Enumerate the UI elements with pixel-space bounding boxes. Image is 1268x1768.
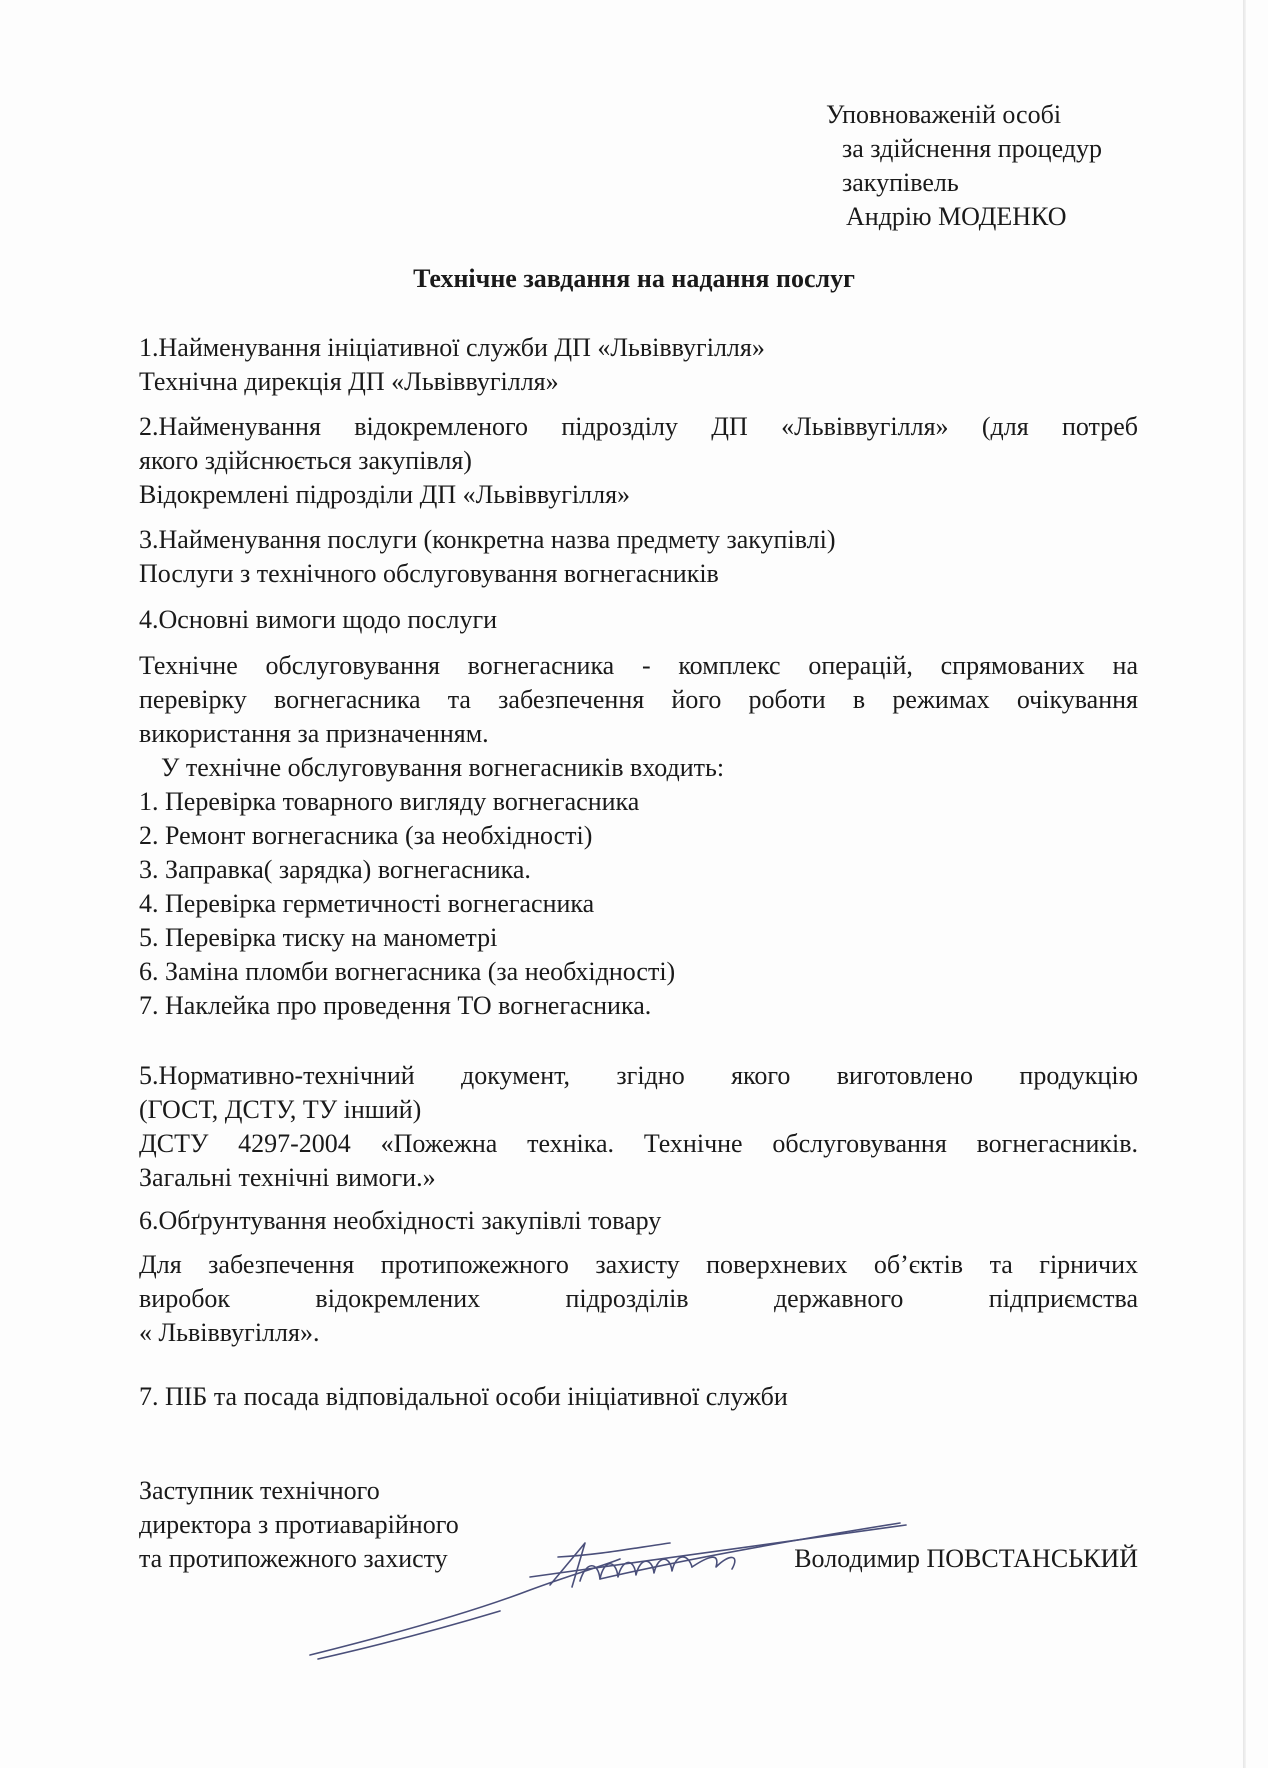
list-item: 2. Ремонт вогнегасника (за необхідності) bbox=[139, 821, 593, 850]
list-item: 5. Перевірка тиску на манометрі bbox=[139, 923, 498, 952]
list-item: 3. Заправка( зарядка) вогнегасника. bbox=[139, 855, 531, 884]
section-7-heading: 7. ПІБ та посада відповідальної особи ініціативної служби bbox=[139, 1382, 788, 1411]
section-2-value: Відокремлені підрозділи ДП «Львіввугілля» bbox=[139, 480, 631, 509]
section-4-heading: 4.Основні вимоги щодо послуги bbox=[139, 605, 498, 634]
list-item: 7. Наклейка про проведення ТО вогнегасника. bbox=[139, 991, 652, 1020]
section-5-heading-cont: (ГОСТ, ДСТУ, ТУ інший) bbox=[139, 1095, 422, 1124]
signatory-name: Володимир ПОВСТАНСЬКИЙ bbox=[794, 1544, 1138, 1573]
section-6 bbox=[139, 1204, 1138, 1350]
section-5-value-cont: Загальні технічні вимоги.» bbox=[139, 1163, 436, 1192]
section-4 bbox=[139, 603, 1138, 1023]
section-3-heading: 3.Найменування послуги (конкретна назва предмету закупівлі) bbox=[139, 525, 836, 554]
addressee-line: Уповноваженій особі bbox=[826, 100, 1062, 129]
addressee-line: за здійснення процедур bbox=[842, 134, 1103, 163]
handwritten-signature bbox=[300, 1495, 920, 1665]
addressee-name: Андрію МОДЕНКО bbox=[846, 202, 1067, 231]
section-5 bbox=[139, 1059, 1138, 1195]
section-6-value: виробок відокремлених підрозділів державного підприємства bbox=[139, 1284, 1138, 1313]
section-6-value: Для забезпечення протипожежного захисту поверхневих об’єктів та гірничих bbox=[139, 1250, 1138, 1279]
list-item: 6. Заміна пломби вогнегасника (за необхідності) bbox=[139, 957, 676, 986]
section-2-heading: 2.Найменування відокремленого підрозділу ДП «Львіввугілля» (для потреб bbox=[139, 412, 1138, 441]
signatory-position-line: директора з протиаварійного bbox=[139, 1510, 459, 1539]
section-2 bbox=[139, 410, 1138, 512]
section-2-heading-cont: якого здійснюється закупівля) bbox=[139, 446, 472, 475]
section-7 bbox=[139, 1380, 1138, 1414]
document-title: Технічне завдання на надання послуг bbox=[413, 264, 855, 293]
list-item: 4. Перевірка герметичності вогнегасника bbox=[139, 889, 595, 918]
section-6-heading: 6.Обґрунтування необхідності закупівлі товару bbox=[139, 1206, 662, 1235]
section-1-value: Технічна дирекція ДП «Львіввугілля» bbox=[139, 367, 559, 396]
section-4-description: використання за призначенням. bbox=[139, 719, 489, 748]
addressee-block bbox=[826, 98, 1102, 234]
section-4-description: перевірку вогнегасника та забезпечення його роботи в режимах очікування bbox=[139, 685, 1138, 714]
section-4-description: Технічне обслуговування вогнегасника - комплекс операцій, спрямованих на bbox=[139, 651, 1138, 680]
section-5-heading: 5.Нормативно-технічний документ, згідно якого виготовлено продукцію bbox=[139, 1061, 1138, 1090]
list-item: 1. Перевірка товарного вигляду вогнегасника bbox=[139, 787, 640, 816]
section-1-heading: 1.Найменування ініціативної служби ДП «Львіввугілля» bbox=[139, 333, 765, 362]
section-5-value: ДСТУ 4297-2004 «Пожежна техніка. Технічне обслуговування вогнегасників. bbox=[139, 1129, 1138, 1158]
section-1 bbox=[139, 331, 1138, 399]
section-4-intro: У технічне обслуговування вогнегасників входить: bbox=[161, 753, 725, 782]
signatory-position-line: Заступник технічного bbox=[139, 1476, 380, 1505]
addressee-line: закупівель bbox=[842, 168, 959, 197]
section-3-value: Послуги з технічного обслуговування вогнегасників bbox=[139, 559, 719, 588]
section-6-value: « Львіввугілля». bbox=[139, 1318, 320, 1347]
section-3 bbox=[139, 523, 1138, 591]
signatory-position-line: та протипожежного захисту bbox=[139, 1544, 448, 1573]
